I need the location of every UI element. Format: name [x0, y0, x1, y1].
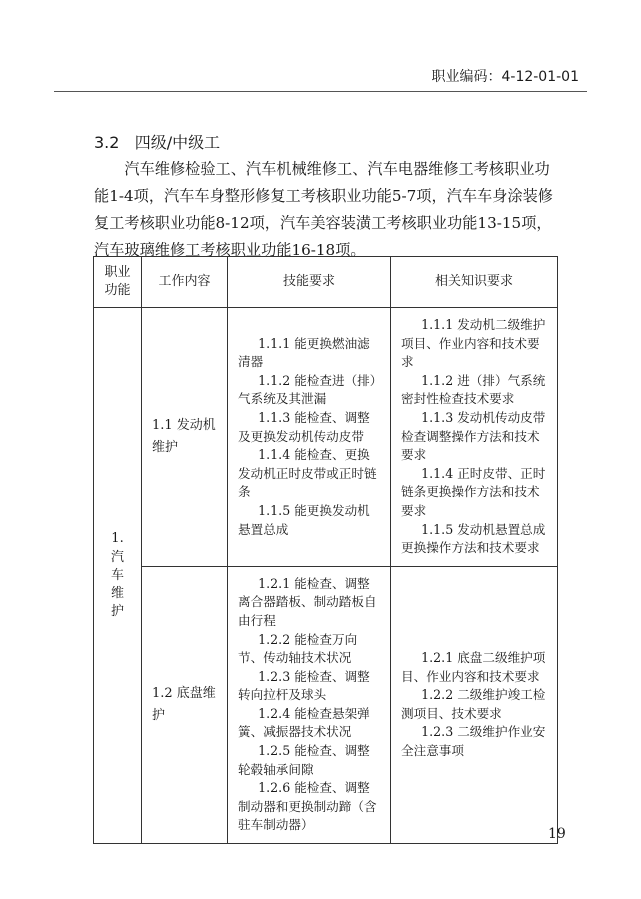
knowledge-item: 1.1.3 发动机传动皮带检查调整操作方法和技术要求 — [401, 409, 546, 463]
knowledge-list — [391, 308, 558, 567]
skill-item: 1.1.3 能检查、调整及更换发动机传动皮带 — [238, 409, 370, 444]
knowledge-item: 1.1.2 进（排）气系统密封性检查技术要求 — [401, 372, 546, 407]
table-header-row — [94, 257, 558, 308]
page-number: 19 — [548, 826, 566, 842]
work-content: 1.1 发动机维护 — [142, 308, 228, 567]
skill-item: 1.1.2 能检查进（排）气系统及其泄漏 — [238, 372, 377, 407]
header-skills: 技能要求 — [228, 257, 391, 308]
knowledge-item: 1.1.5 发动机悬置总成更换操作方法和技术要求 — [401, 521, 546, 556]
occupation-code: 职业编码：4-12-01-01 — [431, 69, 579, 85]
skills-list — [228, 308, 391, 567]
intro-text: 汽车维修检验工、汽车机械维修工、汽车电器维修工考核职业功能1-4项，汽车车身整形修复工考核职业功能5-7项，汽车车身涂装修复工考核职业功能8-12项，汽车美容装潢工考核职业功能13-15项，汽车玻璃维修工考核职业功能16-18项。 — [94, 160, 553, 259]
work-content: 1.2 底盘维护 — [142, 566, 228, 843]
skill-item: 1.1.4 能检查、更换发动机正时皮带或正时链条 — [238, 447, 377, 500]
table-row — [94, 566, 558, 843]
skill-item: 1.2.4 能检查悬架弹簧、减振器技术状况 — [238, 705, 370, 740]
intro-paragraph — [94, 156, 564, 264]
table-row — [94, 308, 558, 567]
knowledge-item: 1.1.4 正时皮带、正时链条更换操作方法和技术要求 — [401, 465, 546, 518]
skill-item: 1.2.6 能检查、调整制动器和更换制动蹄（含驻车制动器） — [238, 780, 377, 833]
knowledge-item: 1.2.1 底盘二级维护项目、作业内容和技术要求 — [401, 650, 546, 684]
skill-item: 1.2.1 能检查、调整离合器踏板、制动踏板自由行程 — [238, 575, 377, 628]
knowledge-item: 1.2.2 二级维护竣工检测项目、技术要求 — [401, 687, 546, 721]
function-name: 汽车维护 — [110, 549, 124, 619]
section-title: 3.2 四级/中级工 — [94, 133, 221, 152]
function-number: 1. — [111, 531, 124, 547]
function-cell — [94, 308, 142, 844]
knowledge-list — [391, 566, 558, 843]
header-rule — [54, 91, 587, 92]
knowledge-item: 1.2.3 二级维护作业安全注意事项 — [401, 724, 546, 759]
knowledge-item: 1.1.1 发动机二级维护项目、作业内容和技术要求 — [401, 317, 546, 370]
skills-list — [228, 566, 391, 843]
skill-item: 1.2.3 能检查、调整转向拉杆及球头 — [238, 668, 370, 703]
requirements-table — [93, 256, 558, 844]
skill-item: 1.2.5 能检查、调整轮毂轴承间隙 — [238, 743, 370, 777]
skill-item: 1.2.2 能检查万向节、传动轴技术状况 — [238, 631, 358, 666]
header-function: 职业功能 — [94, 257, 142, 308]
skill-item: 1.1.5 能更换发动机悬置总成 — [238, 502, 370, 537]
header-knowledge: 相关知识要求 — [391, 257, 558, 308]
header-work: 工作内容 — [142, 257, 228, 308]
skill-item: 1.1.1 能更换燃油滤清器 — [238, 335, 370, 370]
